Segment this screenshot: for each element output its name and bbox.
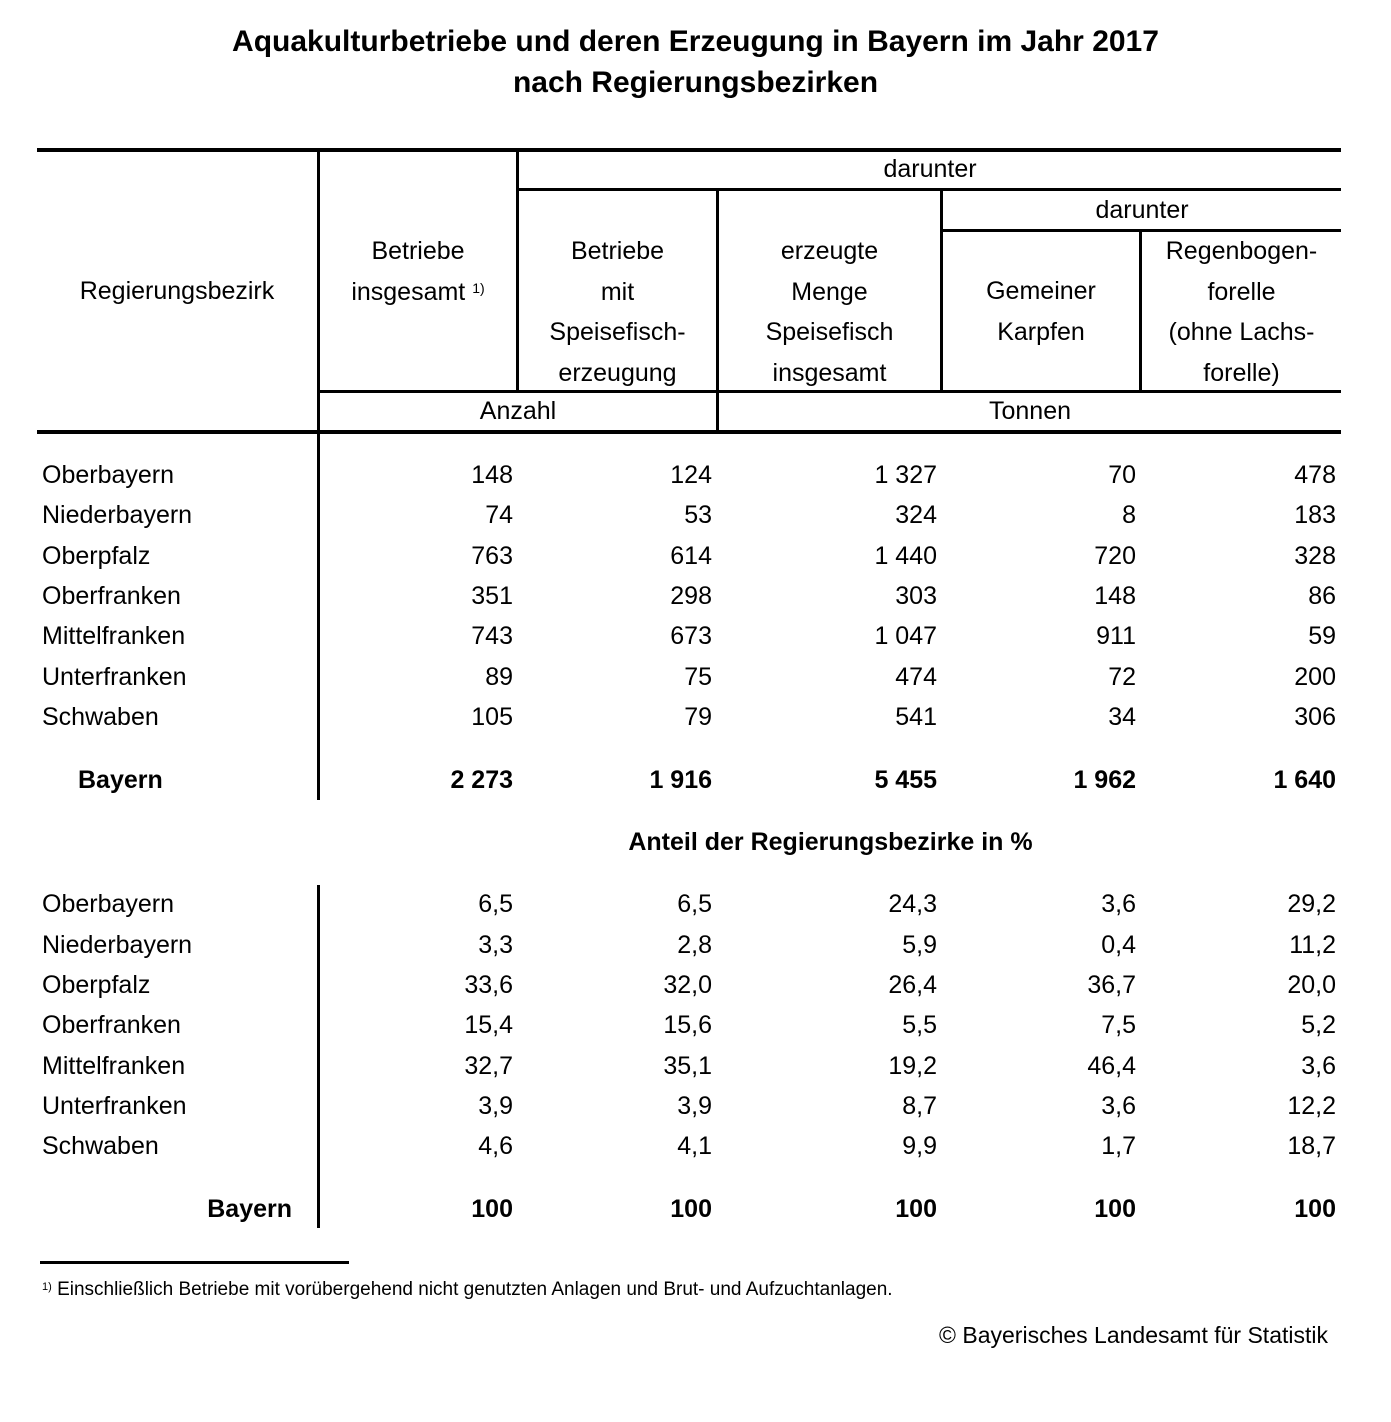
header-line: erzeugte xyxy=(780,237,879,265)
total-cell: 100 xyxy=(895,1195,937,1223)
cell: 12,2 xyxy=(1287,1092,1336,1120)
cell: 124 xyxy=(670,461,712,489)
header-line: Karpfen xyxy=(997,317,1085,346)
cell: 32,0 xyxy=(663,971,712,999)
cell: 1 440 xyxy=(874,542,937,570)
total-row-label: Bayern xyxy=(78,766,163,794)
cell: 24,3 xyxy=(888,890,937,918)
header-regierungsbezirk: Regierungsbezirk xyxy=(79,277,275,305)
total-cell: 1 916 xyxy=(649,766,712,794)
cell: 79 xyxy=(684,703,712,731)
cell: 474 xyxy=(895,663,937,691)
cell: 33,6 xyxy=(464,971,513,999)
cell: 35,1 xyxy=(663,1052,712,1080)
page-title-line-2: nach Regierungsbezirken xyxy=(512,66,879,99)
header-line: mit xyxy=(600,277,635,306)
row-label: Schwaben xyxy=(42,1132,159,1160)
cell: 5,9 xyxy=(902,931,937,959)
cell: 5,2 xyxy=(1301,1011,1336,1039)
total-cell: 100 xyxy=(670,1195,712,1223)
cell: 15,4 xyxy=(464,1011,513,1039)
header-line: Speisefisch- xyxy=(549,318,686,346)
footnote-text: Einschließlich Betriebe mit vorübergehend nicht genutzten Anlagen und Brut- und Aufzuchtanlagen. xyxy=(57,1279,893,1300)
header-col-karpfen xyxy=(943,271,1139,352)
cell: 8 xyxy=(1122,501,1136,529)
cell: 3,3 xyxy=(478,931,513,959)
cell: 36,7 xyxy=(1087,971,1136,999)
header-col-regenbogenforelle xyxy=(1142,231,1341,393)
cell: 1 327 xyxy=(874,461,937,489)
cell: 59 xyxy=(1308,622,1336,650)
row-label: Oberbayern xyxy=(42,461,175,489)
cell: 3,6 xyxy=(1101,890,1136,918)
footnote-ref: 1) xyxy=(472,279,485,296)
total-cell: 100 xyxy=(471,1195,513,1223)
row-label: Oberfranken xyxy=(42,1011,181,1039)
header-darunter-1: darunter xyxy=(883,155,977,183)
footnote-rule xyxy=(40,1261,349,1264)
header-line: forelle xyxy=(1207,277,1276,306)
cell: 5,5 xyxy=(902,1011,937,1039)
row-label: Niederbayern xyxy=(42,931,193,959)
row-label: Mittelfranken xyxy=(42,622,186,650)
cell: 3,9 xyxy=(677,1092,712,1120)
cell: 53 xyxy=(684,501,712,529)
cell: 3,6 xyxy=(1301,1052,1336,1080)
header-line: insgesamt xyxy=(772,358,887,387)
cell: 7,5 xyxy=(1101,1011,1136,1039)
cell: 20,0 xyxy=(1287,971,1336,999)
cell: 324 xyxy=(895,501,937,529)
percent-section-title: Anteil der Regierungsbezirke in % xyxy=(628,828,1033,856)
cell: 720 xyxy=(1094,542,1136,570)
unit-anzahl: Anzahl xyxy=(479,397,557,425)
cell: 148 xyxy=(1094,582,1136,610)
cell: 183 xyxy=(1294,501,1336,529)
cell: 8,7 xyxy=(902,1092,937,1120)
page-title-line-1: Aquakulturbetriebe und deren Erzeugung in Bayern im Jahr 2017 xyxy=(232,25,1159,58)
cell: 200 xyxy=(1294,663,1336,691)
row-label: Oberpfalz xyxy=(42,971,151,999)
footnote-marker: 1) xyxy=(42,1281,52,1293)
unit-tonnen: Tonnen xyxy=(988,397,1072,425)
total-cell: 2 273 xyxy=(450,766,513,794)
cell: 4,6 xyxy=(478,1132,513,1160)
header-line: Betriebe xyxy=(570,237,665,265)
total-cell: 5 455 xyxy=(874,766,937,794)
cell: 9,9 xyxy=(902,1132,937,1160)
cell: 541 xyxy=(895,703,937,731)
cell: 18,7 xyxy=(1287,1132,1336,1160)
cell: 29,2 xyxy=(1287,890,1336,918)
cell: 72 xyxy=(1108,663,1136,691)
cell: 3,6 xyxy=(1101,1092,1136,1120)
total-cell: 100 xyxy=(1294,1195,1336,1223)
cell: 11,2 xyxy=(1289,931,1336,959)
cell: 673 xyxy=(670,622,712,650)
cell: 70 xyxy=(1108,461,1136,489)
cell: 478 xyxy=(1294,461,1336,489)
cell: 351 xyxy=(471,582,513,610)
cell: 743 xyxy=(471,622,513,650)
header-line: Betriebe xyxy=(371,237,465,265)
total-cell: 1 962 xyxy=(1073,766,1136,794)
header-line: forelle) xyxy=(1203,358,1280,387)
cell: 105 xyxy=(471,703,513,731)
cell: 89 xyxy=(485,663,513,691)
cell: 2,8 xyxy=(677,931,712,959)
cell: 306 xyxy=(1294,703,1336,731)
cell: 911 xyxy=(1096,622,1136,650)
cell: 3,9 xyxy=(478,1092,513,1120)
header-text: insgesamt xyxy=(351,277,466,306)
header-line: Gemeiner xyxy=(986,277,1096,305)
cell: 6,5 xyxy=(478,890,513,918)
row-label: Oberbayern xyxy=(42,890,175,918)
cell: 4,1 xyxy=(677,1132,712,1160)
total-cell: 100 xyxy=(1094,1195,1136,1223)
total-cell: 1 640 xyxy=(1273,766,1336,794)
total-row-label: Bayern xyxy=(207,1195,292,1223)
row-label: Mittelfranken xyxy=(42,1052,186,1080)
cell: 32,7 xyxy=(464,1052,513,1080)
cell: 15,6 xyxy=(663,1011,712,1039)
cell: 1 047 xyxy=(874,622,937,650)
row-label: Unterfranken xyxy=(42,663,187,691)
header-line: (ohne Lachs- xyxy=(1168,318,1315,346)
copyright: © Bayerisches Landesamt für Statistik xyxy=(939,1322,1328,1348)
cell: 75 xyxy=(684,663,712,691)
cell: 303 xyxy=(895,582,937,610)
header-line: Menge xyxy=(791,277,868,306)
header-col-betriebe-speisefisch xyxy=(519,231,716,393)
footnote xyxy=(42,1278,893,1302)
cell: 0,4 xyxy=(1101,931,1136,959)
row-label: Schwaben xyxy=(42,703,159,731)
cell: 19,2 xyxy=(888,1052,937,1080)
cell: 614 xyxy=(670,542,712,570)
cell: 148 xyxy=(471,461,513,489)
cell: 74 xyxy=(485,501,513,529)
cell: 328 xyxy=(1294,542,1336,570)
cell: 46,4 xyxy=(1087,1052,1136,1080)
cell: 298 xyxy=(670,582,712,610)
cell: 26,4 xyxy=(888,971,937,999)
header-col-betriebe-insgesamt xyxy=(320,231,516,312)
cell: 763 xyxy=(471,542,513,570)
row-label: Unterfranken xyxy=(42,1092,187,1120)
cell: 6,5 xyxy=(677,890,712,918)
row-label: Niederbayern xyxy=(42,501,193,529)
cell: 86 xyxy=(1308,582,1336,610)
header-line: Speisefisch xyxy=(765,318,894,346)
header-line: erzeugung xyxy=(558,358,677,387)
header-darunter-2: darunter xyxy=(1095,196,1189,224)
row-label: Oberfranken xyxy=(42,582,181,610)
stub-divider-bottom xyxy=(317,885,320,1228)
cell: 1,7 xyxy=(1101,1132,1136,1160)
header-col-erzeugte-menge xyxy=(719,231,940,393)
header-line xyxy=(320,272,516,313)
cell: 34 xyxy=(1108,703,1136,731)
header-line: Regenbogen- xyxy=(1165,237,1318,265)
row-label: Oberpfalz xyxy=(42,542,151,570)
